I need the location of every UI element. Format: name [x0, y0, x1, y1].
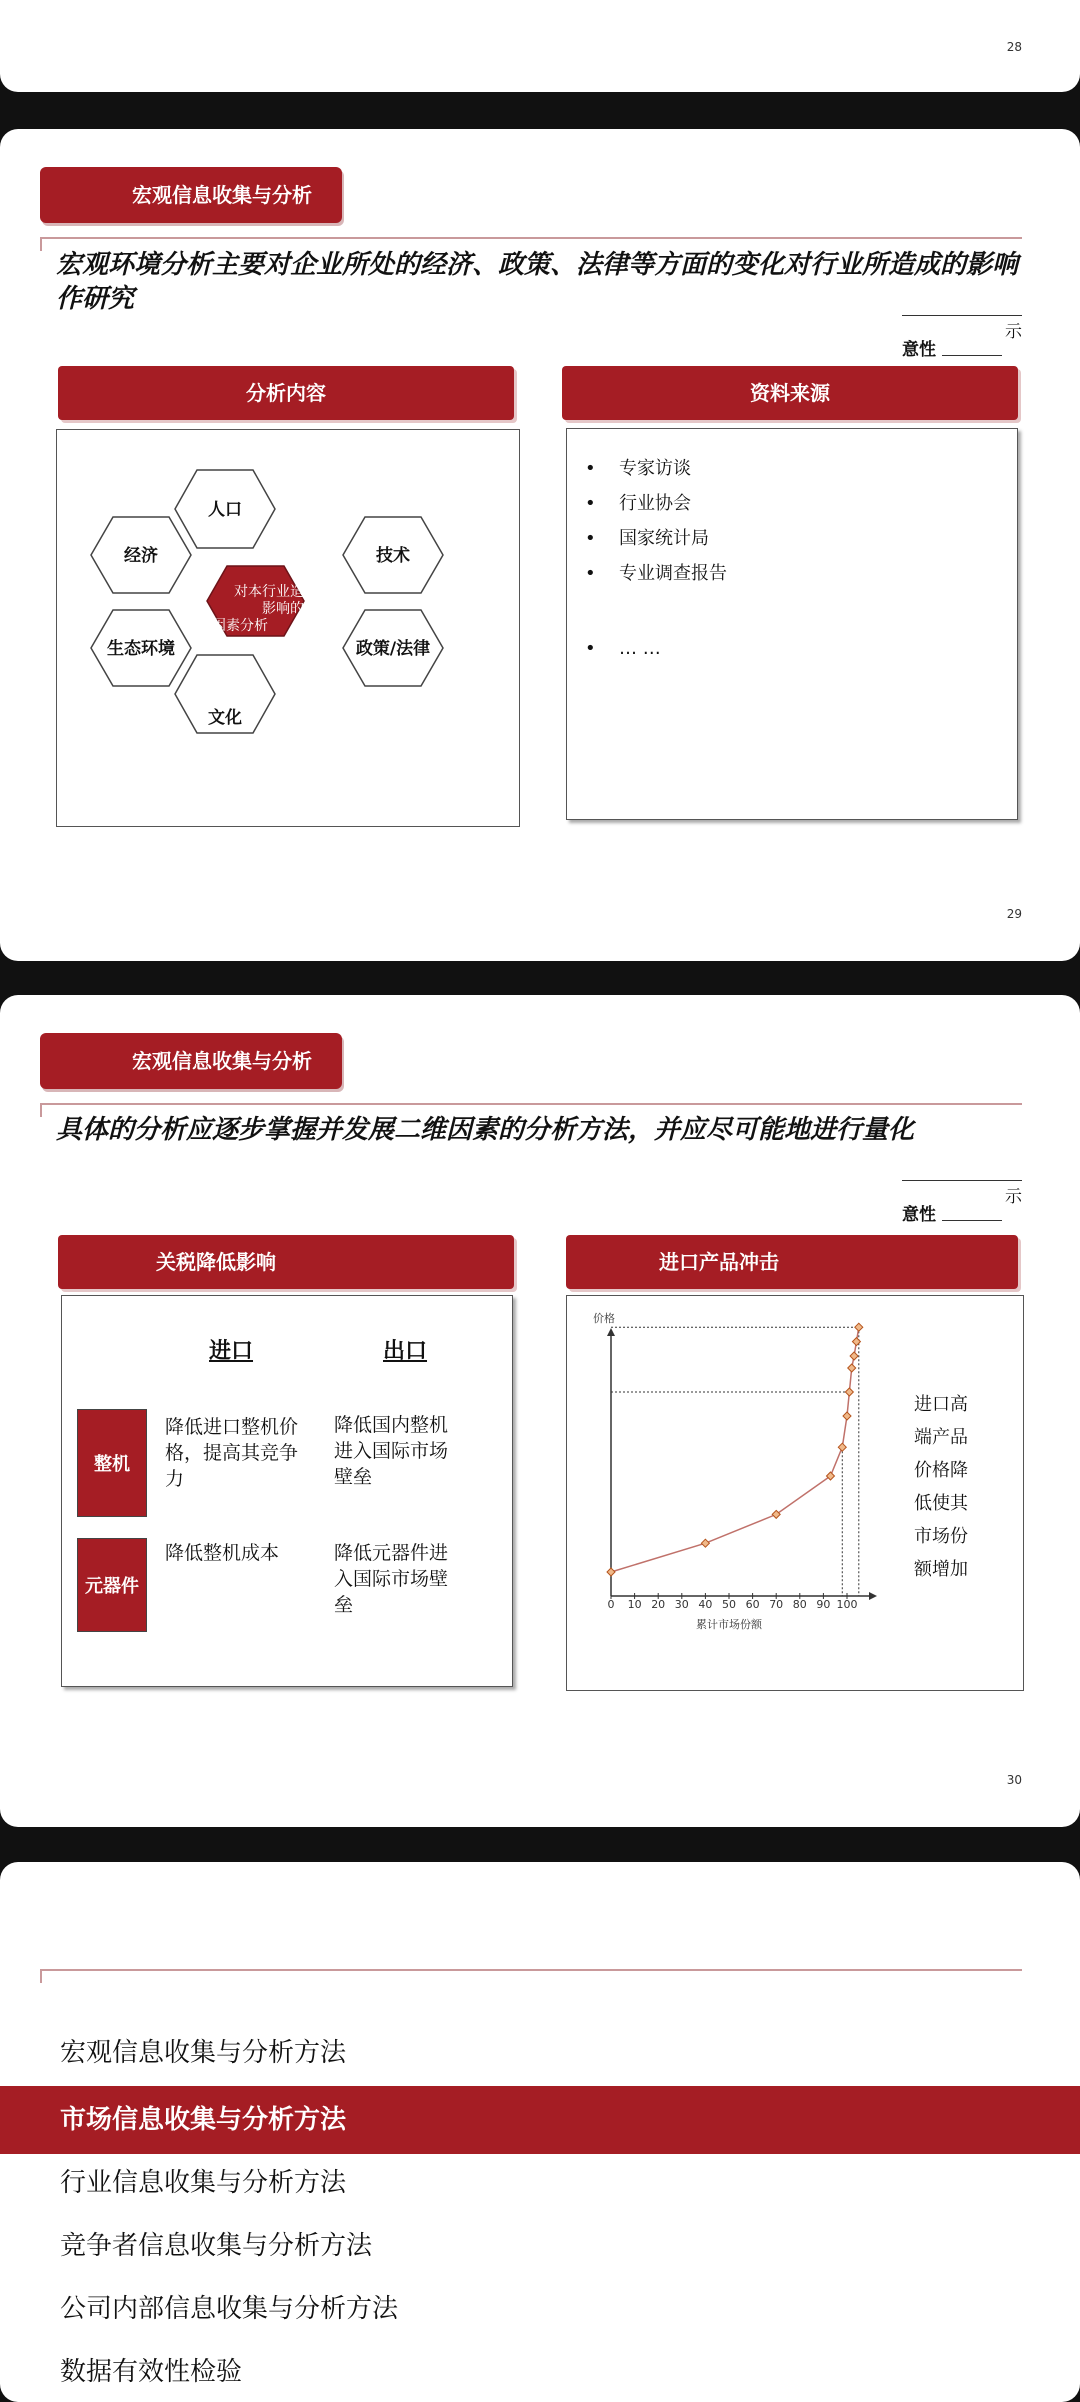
cell-import-components: 降低整机成本 — [165, 1542, 280, 1564]
data-source-heading: 资料来源 — [562, 366, 1018, 420]
list-item: • 行业协会 — [585, 486, 727, 521]
tariff-impact-heading: 关税降低影响 — [58, 1235, 514, 1289]
row-label-components: 元器件 — [77, 1538, 147, 1632]
list-item: • 专业调查报告 — [585, 556, 727, 591]
data-point — [848, 1364, 856, 1372]
x-axis-arrow — [869, 1592, 877, 1600]
data-point — [838, 1443, 846, 1451]
tariff-impact-box — [61, 1295, 513, 1687]
section-tab: 宏观信息收集与分析 — [40, 1033, 342, 1089]
col-header-import: 进口 — [209, 1339, 254, 1364]
section-tab: 宏观信息收集与分析 — [40, 167, 342, 223]
x-tick-label: 90 — [816, 1598, 831, 1611]
data-point — [607, 1568, 615, 1576]
hex-center-line3: 因素分析 — [212, 618, 268, 634]
x-tick-label: 70 — [769, 1598, 784, 1611]
slide-30 — [0, 995, 1080, 1827]
x-tick-label: 20 — [651, 1598, 666, 1611]
list-item: • … … — [585, 631, 727, 666]
list-item: • 专家访谈 — [585, 451, 727, 486]
col-header-export: 出口 — [383, 1339, 428, 1364]
slide-title: 具体的分析应逐步掌握并发展二维因素的分析方法，并应尽可能地进行量化 — [56, 1115, 915, 1145]
slide-title: 宏观环境分析主要对企业所处的经济、政策、法律等方面的变化对行业所造成的影响作研究 — [56, 250, 1019, 314]
list-item: • 国家统计局 — [585, 521, 727, 556]
legend-indicative: 示 意性 — [902, 315, 1022, 357]
slide-31 — [0, 1862, 1080, 2402]
title-rule — [40, 237, 1022, 239]
analysis-content-heading: 分析内容 — [58, 366, 514, 420]
analysis-content-box — [56, 429, 520, 827]
import-impact-chart — [581, 1310, 881, 1670]
y-axis-label: 价格 — [593, 1312, 615, 1325]
page-number: 28 — [1006, 40, 1022, 54]
agenda-item-internal[interactable]: 公司内部信息收集与分析方法 — [60, 2294, 399, 2324]
hex-label-technology: 技术 — [376, 546, 410, 566]
y-axis-arrow — [607, 1328, 615, 1336]
x-tick-label: 10 — [627, 1598, 642, 1611]
x-axis-label: 累计市场份额 — [696, 1618, 762, 1631]
hex-label-culture: 文化 — [208, 708, 242, 728]
hex-label-population: 人口 — [208, 500, 242, 520]
data-source-box — [566, 428, 1018, 820]
factor-hex-diagram — [57, 430, 521, 828]
legend-indicative: 示 意性 — [902, 1180, 1022, 1222]
page-number: 30 — [1006, 1773, 1022, 1787]
hex-label-economy: 经济 — [124, 546, 158, 566]
hex-center-line2: 影响的 — [262, 601, 304, 617]
data-point — [845, 1388, 853, 1396]
x-tick-label: 0 — [607, 1598, 615, 1611]
data-point — [701, 1539, 709, 1547]
agenda-item-competitor[interactable]: 竞争者信息收集与分析方法 — [60, 2231, 373, 2261]
price-curve — [611, 1327, 859, 1572]
data-point — [843, 1412, 851, 1420]
hex-center-line1: 对本行业造成 — [234, 584, 318, 600]
x-tick-label: 50 — [722, 1598, 736, 1611]
x-tick-label: 60 — [745, 1598, 760, 1611]
agenda-item-macro[interactable]: 宏观信息收集与分析方法 — [60, 2038, 347, 2068]
source-list — [585, 451, 727, 666]
agenda-item-industry[interactable]: 行业信息收集与分析方法 — [60, 2168, 347, 2198]
slide-28 — [0, 0, 1080, 92]
chart-annotation: 进口高 端产品 价格降 低使其 市场份 额增加 — [914, 1394, 968, 1580]
import-impact-box — [566, 1295, 1024, 1691]
agenda-item-validation[interactable]: 数据有效性检验 — [60, 2357, 243, 2387]
cell-export-components: 降低元器件进入国际市场壁垒 — [334, 1542, 449, 1616]
cell-import-whole-machine: 降低进口整机价格，提高其竞争力 — [165, 1416, 299, 1490]
cell-export-whole-machine: 降低国内整机进入国际市场壁垒 — [334, 1414, 449, 1488]
data-point — [850, 1352, 858, 1360]
hex-label-policy-law: 政策/法律 — [355, 639, 431, 659]
title-rule — [40, 1103, 1022, 1105]
agenda-rule — [40, 1969, 1022, 1971]
x-tick-label: 80 — [792, 1598, 807, 1611]
import-impact-heading: 进口产品冲击 — [566, 1235, 1018, 1289]
page-number: 29 — [1006, 907, 1022, 921]
x-tick-label: 40 — [698, 1598, 713, 1611]
data-point — [855, 1323, 863, 1331]
hex-label-ecology: 生态环境 — [107, 639, 175, 659]
agenda-item-market-active[interactable]: 市场信息收集与分析方法 — [0, 2086, 1080, 2154]
row-label-whole-machine: 整机 — [77, 1409, 147, 1517]
x-tick-label: 30 — [674, 1598, 689, 1611]
slide-29 — [0, 129, 1080, 961]
x-tick-label: 100 — [836, 1598, 858, 1611]
